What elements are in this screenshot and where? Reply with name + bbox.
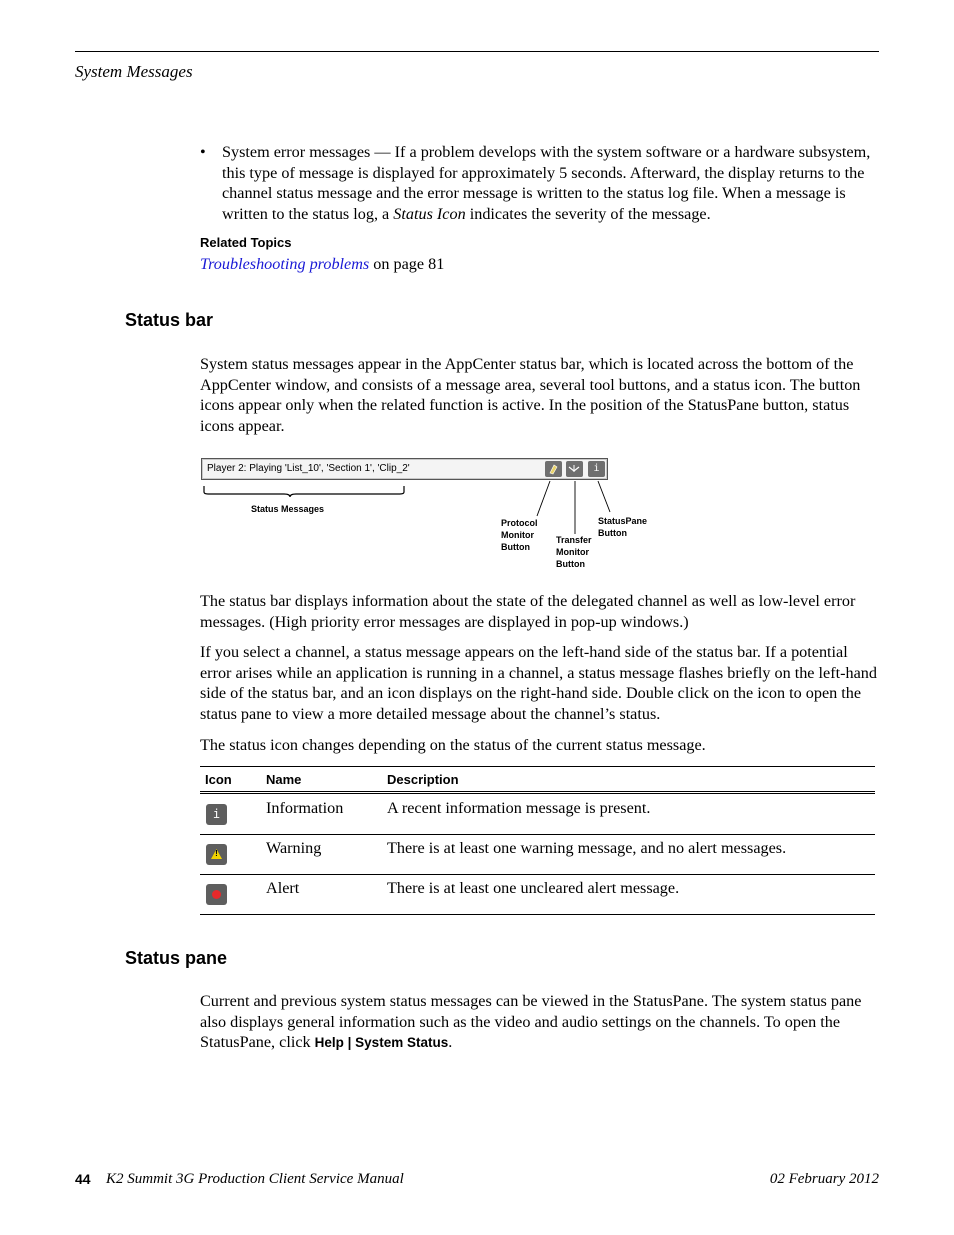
bullet-lead: System error messages — If a problem develops with the system software or a hardware subsystem, this type of message is displayed for approximately 5 seconds. Afterward, the display returns to the channel status message and the error message is written to the status log file. When a message is written to the status log, a [222, 143, 871, 224]
table-header [200, 766, 875, 794]
related-topics-heading: Related Topics [200, 235, 292, 250]
status-bar-heading: Status bar [125, 310, 214, 330]
column-header-name: Name [266, 772, 302, 787]
table-row [200, 795, 875, 835]
alert-dot [206, 884, 227, 905]
page-number: 44 [75, 1171, 91, 1187]
menu-path: Help | System Status [314, 1035, 449, 1051]
protocol-monitor-icon [545, 461, 562, 477]
table-row [200, 835, 875, 875]
statuspane-label [598, 515, 647, 539]
status-bar-paragraph-1: System status messages appear in the AppCenter status bar, which is located across the bottom of the AppCenter window, and consists of a message area, several tool buttons, and a status icon. The button icons appear only when the related function is active. In the position of the StatusPane button, status icons appear. [200, 355, 861, 436]
protocol-label-line: Button [501, 542, 530, 552]
warning-glyph: ! [215, 849, 218, 858]
publication-date: 02 February 2012 [769, 1171, 879, 1187]
bullet-marker: • [200, 143, 206, 161]
status-messages-brace [204, 486, 404, 497]
row-name: Information [266, 799, 344, 817]
alert-fill [212, 890, 221, 899]
status-messages-label: Status Messages [251, 504, 325, 514]
transfer-label-line: Button [556, 559, 585, 569]
transfer-label-line: Transfer [556, 535, 592, 545]
status-pane-lead: Current and previous system status messages can be viewed in the StatusPane. The system status pane also displays general information such as the video and audio settings on the channels. To open the StatusPane, click [200, 992, 862, 1052]
transfer-monitor-icon [566, 461, 583, 477]
bullet-system-error-messages [222, 142, 878, 225]
warning-icon [206, 844, 227, 865]
status-pane-paragraph [200, 991, 878, 1054]
status-bar-paragraph-3: If you select a channel, a status message appears on the left-hand side of the status bar. If a potential error arises while an application is running in a channel, a status message flashes briefly on the left-hand side of the status bar, and an icon displays on the right-hand side. Double click on the icon to open the status pane to view a more detailed message about the channel’s status. [200, 643, 877, 724]
status-bar-message: Player 2: Playing 'List_10', 'Section 1', 'Clip_2' [207, 463, 410, 474]
header-rule [75, 51, 879, 52]
related-topic [200, 254, 444, 275]
alert-icon [206, 884, 227, 905]
column-header-description: Description [387, 772, 459, 787]
bullet-tail: indicates the severity of the message. [465, 205, 711, 224]
status-pane-heading: Status pane [125, 948, 228, 968]
statuspane-label-line: Button [598, 528, 627, 538]
transfer-monitor-button[interactable] [566, 461, 583, 477]
table-row [200, 875, 875, 915]
status-icon-term: Status Icon [393, 205, 466, 224]
protocol-label-line: Protocol [501, 518, 538, 528]
status-bar-paragraph-2: The status bar displays information about the state of the delegated channel as well as low-level error messages. (High priority error messages are displayed in pop-up windows.) [200, 592, 856, 631]
statuspane-label-line: StatusPane [598, 516, 648, 526]
row-name: Warning [266, 839, 322, 857]
statuspane-button[interactable]: i [588, 461, 605, 477]
statuspane-callout-line [598, 481, 610, 512]
running-title: System Messages [75, 62, 193, 81]
status-bar-paragraph-4: The status icon changes depending on the status of the current status message. [200, 736, 706, 754]
troubleshooting-link[interactable]: Troubleshooting problems [200, 255, 370, 273]
row-description: There is at least one uncleared alert message. [387, 879, 680, 897]
info-icon: i [206, 804, 227, 825]
protocol-monitor-button[interactable] [545, 461, 562, 477]
status-bar-figure [201, 458, 608, 480]
transfer-label-line: Monitor [556, 547, 589, 557]
related-page-ref: on page 81 [369, 255, 445, 273]
manual-title: K2 Summit 3G Production Client Service Manual [106, 1171, 404, 1187]
row-name: Alert [266, 879, 300, 897]
status-pane-tail: . [448, 1033, 453, 1052]
row-description: A recent information message is present. [387, 799, 651, 817]
protocol-callout-line [537, 481, 550, 516]
protocol-label-line: Monitor [501, 530, 534, 540]
transfer-monitor-label [556, 534, 592, 570]
protocol-monitor-label [501, 517, 538, 553]
column-header-icon: Icon [205, 772, 232, 787]
row-description: There is at least one warning message, and no alert messages. [387, 839, 787, 857]
